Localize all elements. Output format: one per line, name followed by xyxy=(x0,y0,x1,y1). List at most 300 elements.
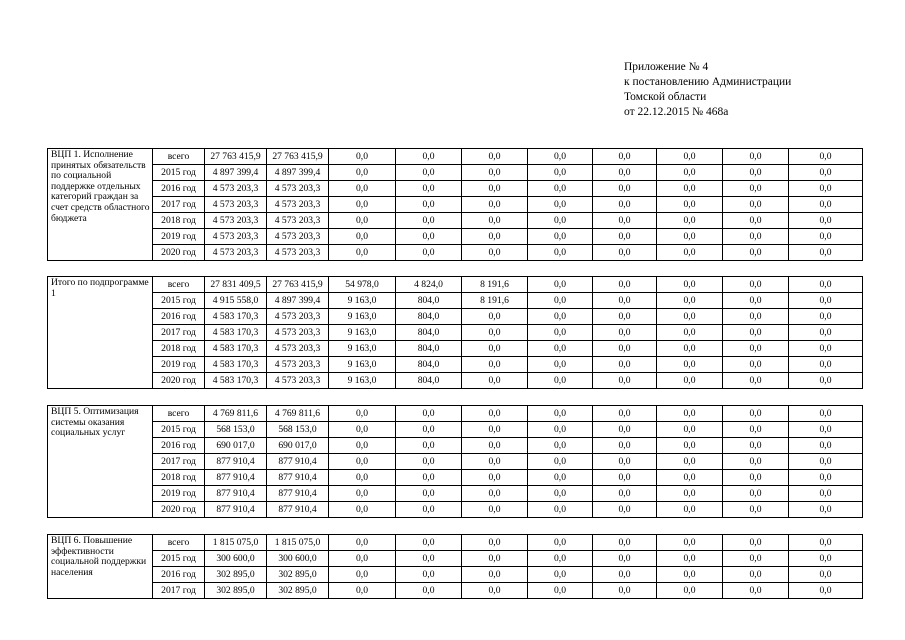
value-cell: 27 831 409,5 xyxy=(205,277,267,293)
period-cell: 2020 год xyxy=(153,373,205,389)
value-cell: 0,0 xyxy=(462,149,528,165)
value-cell: 0,0 xyxy=(657,293,723,309)
table-row xyxy=(48,213,863,229)
value-cell: 0,0 xyxy=(723,229,789,245)
period-cell: 2019 год xyxy=(153,229,205,245)
value-cell: 0,0 xyxy=(329,245,396,261)
table-row xyxy=(48,438,863,454)
value-cell: 0,0 xyxy=(657,470,723,486)
period-cell: всего xyxy=(153,149,205,165)
value-cell: 0,0 xyxy=(462,486,528,502)
value-cell: 0,0 xyxy=(528,341,593,357)
value-cell: 0,0 xyxy=(329,213,396,229)
value-cell: 0,0 xyxy=(657,165,723,181)
value-cell: 0,0 xyxy=(789,567,863,583)
value-cell: 0,0 xyxy=(723,454,789,470)
value-cell: 0,0 xyxy=(396,406,462,422)
decree-reference: к постановлению Администрации xyxy=(624,76,792,88)
value-cell: 0,0 xyxy=(528,149,593,165)
value-cell: 4 583 170,3 xyxy=(205,325,267,341)
table-row xyxy=(48,422,863,438)
table-vcp-5 xyxy=(47,405,862,518)
table-row xyxy=(48,357,863,373)
value-cell: 0,0 xyxy=(789,470,863,486)
value-cell: 0,0 xyxy=(528,551,593,567)
value-cell: 0,0 xyxy=(723,583,789,599)
value-cell: 0,0 xyxy=(396,213,462,229)
value-cell: 0,0 xyxy=(329,165,396,181)
period-cell: 2020 год xyxy=(153,502,205,518)
table-row xyxy=(48,277,863,293)
value-cell: 4 583 170,3 xyxy=(205,373,267,389)
period-cell: 2016 год xyxy=(153,309,205,325)
value-cell: 4 573 203,3 xyxy=(267,181,329,197)
value-cell: 0,0 xyxy=(657,229,723,245)
appendix-number: Приложение № 4 xyxy=(624,61,709,73)
period-cell: 2018 год xyxy=(153,470,205,486)
period-cell: 2017 год xyxy=(153,583,205,599)
value-cell: 877 910,4 xyxy=(267,454,329,470)
value-cell: 877 910,4 xyxy=(267,486,329,502)
value-cell: 0,0 xyxy=(657,309,723,325)
table-row xyxy=(48,245,863,261)
value-cell: 0,0 xyxy=(528,406,593,422)
value-cell: 0,0 xyxy=(789,583,863,599)
value-cell: 9 163,0 xyxy=(329,373,396,389)
value-cell: 0,0 xyxy=(462,165,528,181)
value-cell: 0,0 xyxy=(329,551,396,567)
value-cell: 0,0 xyxy=(462,567,528,583)
value-cell: 0,0 xyxy=(329,470,396,486)
table-row xyxy=(48,583,863,599)
value-cell: 4 573 203,3 xyxy=(267,309,329,325)
table-row xyxy=(48,181,863,197)
value-cell: 0,0 xyxy=(789,486,863,502)
value-cell: 0,0 xyxy=(462,406,528,422)
value-cell: 0,0 xyxy=(329,454,396,470)
value-cell: 0,0 xyxy=(462,197,528,213)
table-row xyxy=(48,406,863,422)
value-cell: 0,0 xyxy=(593,309,657,325)
value-cell: 0,0 xyxy=(528,165,593,181)
value-cell: 302 895,0 xyxy=(267,567,329,583)
value-cell: 0,0 xyxy=(723,245,789,261)
value-cell: 0,0 xyxy=(657,567,723,583)
table-row xyxy=(48,149,863,165)
value-cell: 0,0 xyxy=(593,373,657,389)
table-row xyxy=(48,535,863,551)
value-cell: 0,0 xyxy=(396,245,462,261)
value-cell: 0,0 xyxy=(462,341,528,357)
value-cell: 0,0 xyxy=(789,357,863,373)
appendix-header xyxy=(624,60,791,120)
value-cell: 0,0 xyxy=(462,229,528,245)
value-cell: 0,0 xyxy=(329,502,396,518)
value-cell: 0,0 xyxy=(329,197,396,213)
value-cell: 0,0 xyxy=(789,309,863,325)
value-cell: 0,0 xyxy=(723,502,789,518)
value-cell: 54 978,0 xyxy=(329,277,396,293)
table-row xyxy=(48,551,863,567)
value-cell: 0,0 xyxy=(528,277,593,293)
table-row xyxy=(48,470,863,486)
value-cell: 0,0 xyxy=(593,438,657,454)
value-cell: 0,0 xyxy=(723,535,789,551)
value-cell: 0,0 xyxy=(593,341,657,357)
value-cell: 0,0 xyxy=(396,454,462,470)
value-cell: 0,0 xyxy=(789,325,863,341)
table-subprogram-1-total xyxy=(47,276,862,389)
value-cell: 0,0 xyxy=(329,181,396,197)
value-cell: 0,0 xyxy=(657,341,723,357)
value-cell: 0,0 xyxy=(593,357,657,373)
period-cell: 2015 год xyxy=(153,422,205,438)
value-cell: 4 897 399,4 xyxy=(267,165,329,181)
period-cell: 2016 год xyxy=(153,567,205,583)
value-cell: 0,0 xyxy=(723,357,789,373)
value-cell: 0,0 xyxy=(593,325,657,341)
value-cell: 4 573 203,3 xyxy=(267,325,329,341)
value-cell: 0,0 xyxy=(528,535,593,551)
value-cell: 0,0 xyxy=(657,149,723,165)
value-cell: 0,0 xyxy=(593,454,657,470)
value-cell: 0,0 xyxy=(657,406,723,422)
value-cell: 0,0 xyxy=(329,535,396,551)
value-cell: 0,0 xyxy=(789,422,863,438)
table-row xyxy=(48,567,863,583)
value-cell: 0,0 xyxy=(528,229,593,245)
period-cell: 2017 год xyxy=(153,325,205,341)
value-cell: 0,0 xyxy=(462,583,528,599)
value-cell: 877 910,4 xyxy=(267,470,329,486)
period-cell: 2018 год xyxy=(153,213,205,229)
value-cell: 4 573 203,3 xyxy=(267,197,329,213)
value-cell: 0,0 xyxy=(528,181,593,197)
value-cell: 0,0 xyxy=(593,406,657,422)
period-cell: 2016 год xyxy=(153,438,205,454)
value-cell: 0,0 xyxy=(528,422,593,438)
value-cell: 0,0 xyxy=(723,325,789,341)
table-vcp-6 xyxy=(47,534,862,599)
value-cell: 804,0 xyxy=(396,341,462,357)
value-cell: 8 191,6 xyxy=(462,277,528,293)
value-cell: 0,0 xyxy=(593,229,657,245)
table-row xyxy=(48,325,863,341)
value-cell: 0,0 xyxy=(462,245,528,261)
value-cell: 804,0 xyxy=(396,373,462,389)
region-name: Томской области xyxy=(624,91,707,103)
period-cell: всего xyxy=(153,406,205,422)
value-cell: 0,0 xyxy=(593,149,657,165)
value-cell: 0,0 xyxy=(789,277,863,293)
value-cell: 0,0 xyxy=(396,486,462,502)
value-cell: 0,0 xyxy=(723,373,789,389)
value-cell: 0,0 xyxy=(657,277,723,293)
value-cell: 0,0 xyxy=(789,551,863,567)
table-vcp-1 xyxy=(47,148,862,261)
value-cell: 0,0 xyxy=(462,373,528,389)
value-cell: 4 573 203,3 xyxy=(205,229,267,245)
value-cell: 4 583 170,3 xyxy=(205,309,267,325)
value-cell: 4 573 203,3 xyxy=(205,245,267,261)
value-cell: 0,0 xyxy=(723,149,789,165)
value-cell: 4 573 203,3 xyxy=(267,229,329,245)
value-cell: 0,0 xyxy=(657,535,723,551)
value-cell: 0,0 xyxy=(396,229,462,245)
value-cell: 9 163,0 xyxy=(329,357,396,373)
period-cell: 2015 год xyxy=(153,551,205,567)
value-cell: 302 895,0 xyxy=(205,567,267,583)
value-cell: 0,0 xyxy=(657,373,723,389)
table-row xyxy=(48,165,863,181)
value-cell: 0,0 xyxy=(789,502,863,518)
value-cell: 4 573 203,3 xyxy=(267,341,329,357)
value-cell: 0,0 xyxy=(528,486,593,502)
value-cell: 0,0 xyxy=(396,567,462,583)
value-cell: 0,0 xyxy=(593,245,657,261)
value-cell: 0,0 xyxy=(789,293,863,309)
value-cell: 0,0 xyxy=(462,438,528,454)
value-cell: 1 815 075,0 xyxy=(267,535,329,551)
value-cell: 690 017,0 xyxy=(205,438,267,454)
value-cell: 4 897 399,4 xyxy=(205,165,267,181)
value-cell: 0,0 xyxy=(528,293,593,309)
value-cell: 0,0 xyxy=(329,486,396,502)
budget-table xyxy=(47,276,863,389)
program-label: ВЦП 6. Повышение эффективности социальной поддержки населения xyxy=(48,535,153,599)
value-cell: 0,0 xyxy=(329,438,396,454)
value-cell: 4 915 558,0 xyxy=(205,293,267,309)
value-cell: 0,0 xyxy=(593,567,657,583)
period-cell: 2019 год xyxy=(153,486,205,502)
period-cell: 2019 год xyxy=(153,357,205,373)
value-cell: 0,0 xyxy=(789,406,863,422)
value-cell: 0,0 xyxy=(593,551,657,567)
period-cell: 2016 год xyxy=(153,181,205,197)
table-row xyxy=(48,229,863,245)
value-cell: 0,0 xyxy=(723,165,789,181)
value-cell: 0,0 xyxy=(528,197,593,213)
value-cell: 0,0 xyxy=(657,583,723,599)
value-cell: 27 763 415,9 xyxy=(267,149,329,165)
period-cell: всего xyxy=(153,535,205,551)
value-cell: 0,0 xyxy=(723,406,789,422)
value-cell: 0,0 xyxy=(593,165,657,181)
value-cell: 804,0 xyxy=(396,325,462,341)
period-cell: 2015 год xyxy=(153,165,205,181)
program-label: ВЦП 5. Оптимизация системы оказания социальных услуг xyxy=(48,406,153,518)
value-cell: 0,0 xyxy=(657,325,723,341)
value-cell: 0,0 xyxy=(593,293,657,309)
value-cell: 4 573 203,3 xyxy=(205,213,267,229)
value-cell: 0,0 xyxy=(593,181,657,197)
value-cell: 0,0 xyxy=(657,357,723,373)
value-cell: 0,0 xyxy=(789,245,863,261)
value-cell: 300 600,0 xyxy=(267,551,329,567)
value-cell: 0,0 xyxy=(657,245,723,261)
value-cell: 0,0 xyxy=(657,197,723,213)
value-cell: 4 897 399,4 xyxy=(267,293,329,309)
value-cell: 0,0 xyxy=(593,213,657,229)
value-cell: 0,0 xyxy=(593,535,657,551)
value-cell: 568 153,0 xyxy=(205,422,267,438)
budget-table xyxy=(47,405,863,518)
value-cell: 0,0 xyxy=(528,454,593,470)
value-cell: 0,0 xyxy=(528,245,593,261)
value-cell: 9 163,0 xyxy=(329,325,396,341)
value-cell: 9 163,0 xyxy=(329,293,396,309)
value-cell: 0,0 xyxy=(723,341,789,357)
value-cell: 0,0 xyxy=(593,197,657,213)
value-cell: 0,0 xyxy=(528,309,593,325)
value-cell: 0,0 xyxy=(723,309,789,325)
value-cell: 0,0 xyxy=(329,422,396,438)
value-cell: 0,0 xyxy=(723,486,789,502)
value-cell: 0,0 xyxy=(723,470,789,486)
value-cell: 0,0 xyxy=(789,197,863,213)
period-cell: 2017 год xyxy=(153,197,205,213)
value-cell: 0,0 xyxy=(329,229,396,245)
table-row xyxy=(48,502,863,518)
value-cell: 0,0 xyxy=(462,422,528,438)
value-cell: 0,0 xyxy=(462,470,528,486)
value-cell: 0,0 xyxy=(657,422,723,438)
value-cell: 0,0 xyxy=(396,438,462,454)
value-cell: 9 163,0 xyxy=(329,309,396,325)
value-cell: 4 583 170,3 xyxy=(205,341,267,357)
value-cell: 0,0 xyxy=(528,357,593,373)
value-cell: 0,0 xyxy=(462,535,528,551)
period-cell: 2020 год xyxy=(153,245,205,261)
value-cell: 0,0 xyxy=(396,181,462,197)
value-cell: 0,0 xyxy=(789,454,863,470)
value-cell: 0,0 xyxy=(593,486,657,502)
value-cell: 0,0 xyxy=(396,551,462,567)
value-cell: 4 573 203,3 xyxy=(205,197,267,213)
value-cell: 0,0 xyxy=(396,149,462,165)
value-cell: 0,0 xyxy=(657,213,723,229)
value-cell: 0,0 xyxy=(528,470,593,486)
value-cell: 4 573 203,3 xyxy=(205,181,267,197)
value-cell: 0,0 xyxy=(789,181,863,197)
value-cell: 4 573 203,3 xyxy=(267,357,329,373)
value-cell: 877 910,4 xyxy=(205,470,267,486)
value-cell: 27 763 415,9 xyxy=(267,277,329,293)
value-cell: 302 895,0 xyxy=(267,583,329,599)
value-cell: 0,0 xyxy=(329,583,396,599)
table-row xyxy=(48,486,863,502)
value-cell: 0,0 xyxy=(657,486,723,502)
value-cell: 0,0 xyxy=(593,422,657,438)
decree-date: от 22.12.2015 № 468а xyxy=(624,106,729,118)
value-cell: 302 895,0 xyxy=(205,583,267,599)
value-cell: 0,0 xyxy=(528,502,593,518)
value-cell: 0,0 xyxy=(723,551,789,567)
value-cell: 0,0 xyxy=(789,229,863,245)
value-cell: 4 769 811,6 xyxy=(205,406,267,422)
value-cell: 0,0 xyxy=(396,583,462,599)
value-cell: 0,0 xyxy=(528,213,593,229)
value-cell: 0,0 xyxy=(789,165,863,181)
value-cell: 0,0 xyxy=(657,454,723,470)
value-cell: 4 573 203,3 xyxy=(267,373,329,389)
budget-table xyxy=(47,148,863,261)
table-row xyxy=(48,293,863,309)
value-cell: 300 600,0 xyxy=(205,551,267,567)
value-cell: 877 910,4 xyxy=(267,502,329,518)
value-cell: 0,0 xyxy=(723,213,789,229)
budget-table xyxy=(47,534,863,599)
period-cell: всего xyxy=(153,277,205,293)
value-cell: 0,0 xyxy=(396,197,462,213)
value-cell: 877 910,4 xyxy=(205,454,267,470)
value-cell: 0,0 xyxy=(657,502,723,518)
table-row xyxy=(48,454,863,470)
value-cell: 0,0 xyxy=(723,181,789,197)
value-cell: 0,0 xyxy=(462,325,528,341)
value-cell: 0,0 xyxy=(396,502,462,518)
value-cell: 0,0 xyxy=(657,438,723,454)
value-cell: 0,0 xyxy=(528,567,593,583)
value-cell: 4 824,0 xyxy=(396,277,462,293)
value-cell: 0,0 xyxy=(593,583,657,599)
value-cell: 0,0 xyxy=(396,470,462,486)
value-cell: 0,0 xyxy=(462,181,528,197)
period-cell: 2017 год xyxy=(153,454,205,470)
value-cell: 0,0 xyxy=(723,422,789,438)
value-cell: 0,0 xyxy=(396,165,462,181)
table-row xyxy=(48,341,863,357)
value-cell: 804,0 xyxy=(396,293,462,309)
value-cell: 804,0 xyxy=(396,309,462,325)
program-label: Итого по подпрограмме 1 xyxy=(48,277,153,389)
value-cell: 0,0 xyxy=(789,149,863,165)
table-row xyxy=(48,197,863,213)
value-cell: 0,0 xyxy=(528,583,593,599)
value-cell: 0,0 xyxy=(789,373,863,389)
value-cell: 0,0 xyxy=(528,373,593,389)
value-cell: 0,0 xyxy=(462,213,528,229)
value-cell: 0,0 xyxy=(396,535,462,551)
value-cell: 4 573 203,3 xyxy=(267,213,329,229)
value-cell: 0,0 xyxy=(789,213,863,229)
value-cell: 0,0 xyxy=(462,357,528,373)
value-cell: 877 910,4 xyxy=(205,486,267,502)
value-cell: 27 763 415,9 xyxy=(205,149,267,165)
table-row xyxy=(48,309,863,325)
value-cell: 0,0 xyxy=(528,438,593,454)
value-cell: 0,0 xyxy=(657,181,723,197)
value-cell: 0,0 xyxy=(528,325,593,341)
value-cell: 0,0 xyxy=(723,197,789,213)
value-cell: 0,0 xyxy=(657,551,723,567)
value-cell: 0,0 xyxy=(329,567,396,583)
value-cell: 0,0 xyxy=(789,535,863,551)
value-cell: 4 583 170,3 xyxy=(205,357,267,373)
value-cell: 0,0 xyxy=(723,567,789,583)
value-cell: 9 163,0 xyxy=(329,341,396,357)
value-cell: 568 153,0 xyxy=(267,422,329,438)
value-cell: 0,0 xyxy=(462,551,528,567)
value-cell: 0,0 xyxy=(789,438,863,454)
value-cell: 0,0 xyxy=(462,454,528,470)
table-row xyxy=(48,373,863,389)
value-cell: 0,0 xyxy=(593,277,657,293)
value-cell: 0,0 xyxy=(723,438,789,454)
value-cell: 804,0 xyxy=(396,357,462,373)
value-cell: 4 573 203,3 xyxy=(267,245,329,261)
value-cell: 8 191,6 xyxy=(462,293,528,309)
